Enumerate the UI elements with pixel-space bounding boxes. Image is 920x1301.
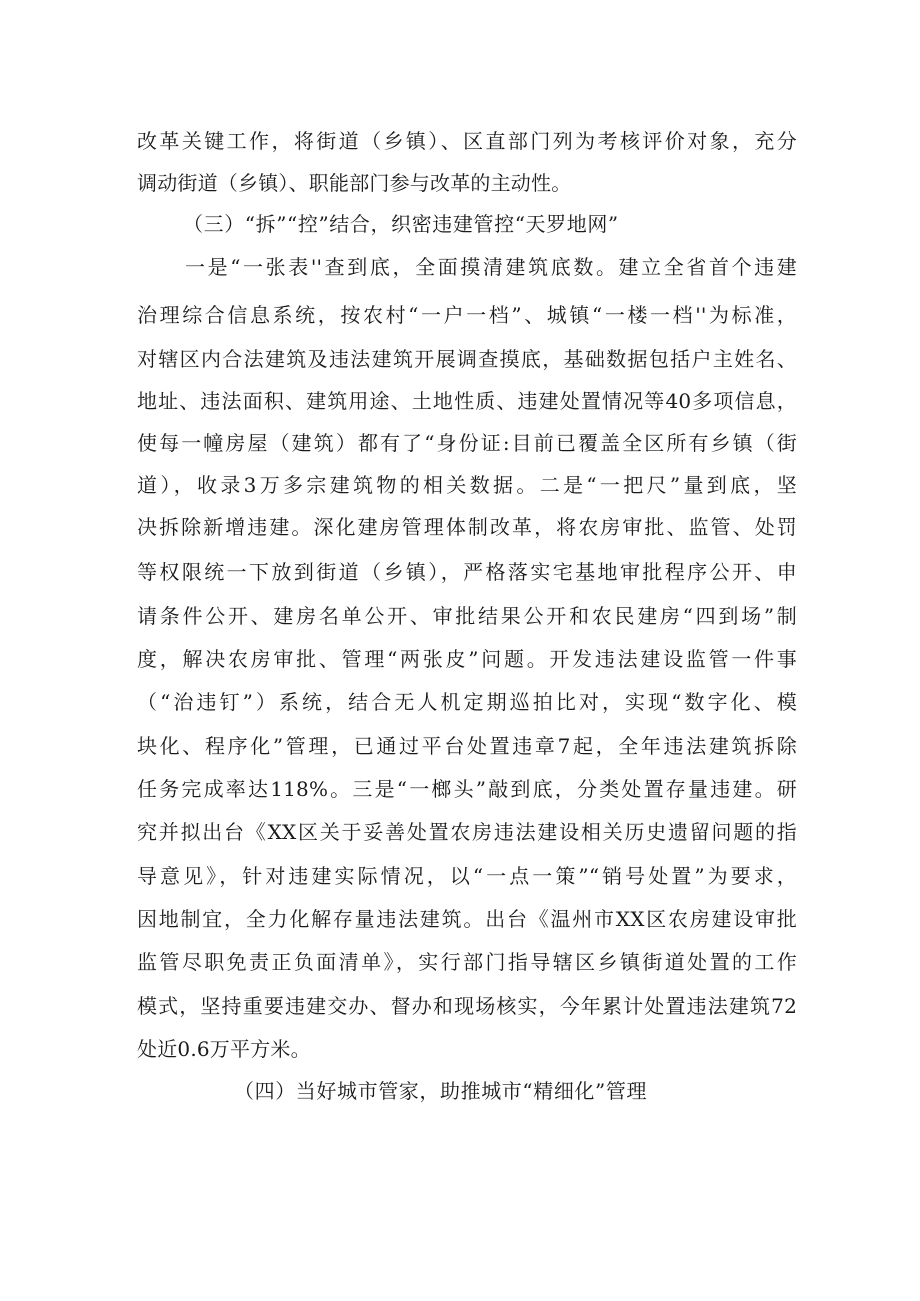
paragraph-line: 治理综合信息系统，按农村“一户一档”、城镇“一楼一档''为标准， bbox=[137, 303, 797, 327]
paragraph-line: 改革关键工作，将街道（乡镇）、区直部门列为考核评价对象，充分 bbox=[137, 129, 797, 153]
paragraph-line: （“治违钉”）系统，结合无人机定期巡拍比对，实现“数字化、模 bbox=[137, 690, 797, 714]
paragraph-line: 对辖区内合法建筑及违法建筑开展调查摸底，基础数据包括户主姓名、 bbox=[137, 347, 797, 371]
paragraph-line: 调动街道（乡镇）、职能部门参与改革的主动性。 bbox=[137, 171, 572, 195]
section-heading-4: （四）当好城市管家，助推城市“精细化”管理 bbox=[234, 1079, 648, 1103]
paragraph-line: 度，解决农房审批、管理“两张皮”问题。开发违法建设监管一件事 bbox=[137, 647, 797, 671]
paragraph-line: 块化、程序化”管理，已通过平台处置违章7起，全年违法建筑拆除 bbox=[137, 734, 797, 758]
paragraph-line: 请条件公开、建房名单公开、审批结果公开和农民建房“四到场”制 bbox=[137, 604, 797, 628]
paragraph-line: 究并拟出台《XX区关于妥善处置农房违法建设相关历史遗留问题的指 bbox=[137, 820, 797, 844]
paragraph-line: 地址、违法面积、建筑用途、土地性质、违建处置情况等40多项信息， bbox=[137, 389, 797, 413]
paragraph-line: 等权限统一下放到街道（乡镇），严格落实宅基地审批程序公开、申 bbox=[137, 560, 797, 584]
paragraph-line: 一是“一张表''查到底，全面摸清建筑底数。建立全省首个违建 bbox=[185, 255, 797, 279]
paragraph-line: 模式，坚持重要违建交办、督办和现场核实，今年累计处置违法建筑72 bbox=[137, 994, 797, 1018]
section-heading-3: （三）“拆”“控”结合，织密违建管控“天罗地网” bbox=[183, 212, 619, 236]
paragraph-line: 决拆除新增违建。深化建房管理体制改革，将农房审批、监管、处罚 bbox=[137, 515, 797, 539]
paragraph-line: 导意见》，针对违建实际情况，以“一点一策”“销号处置”为要求， bbox=[137, 864, 797, 888]
paragraph-line: 因地制宜，全力化解存量违法建筑。出台《温州市XX区农房建设审批 bbox=[137, 907, 797, 931]
paragraph-line: 道），收录3万多宗建筑物的相关数据。二是“一把尺”量到底，坚 bbox=[137, 473, 797, 497]
paragraph-line: 处近0.6万平方米。 bbox=[137, 1037, 311, 1061]
paragraph-line: 任务完成率达118%。三是“一榔头”敲到底，分类处置存量违建。研 bbox=[137, 777, 797, 801]
paragraph-line: 使每一幢房屋（建筑）都有了“身份证:目前已覆盖全区所有乡镇（街 bbox=[137, 431, 797, 455]
paragraph-line: 监管尽职免责正负面清单》，实行部门指导辖区乡镇街道处置的工作 bbox=[137, 950, 797, 974]
